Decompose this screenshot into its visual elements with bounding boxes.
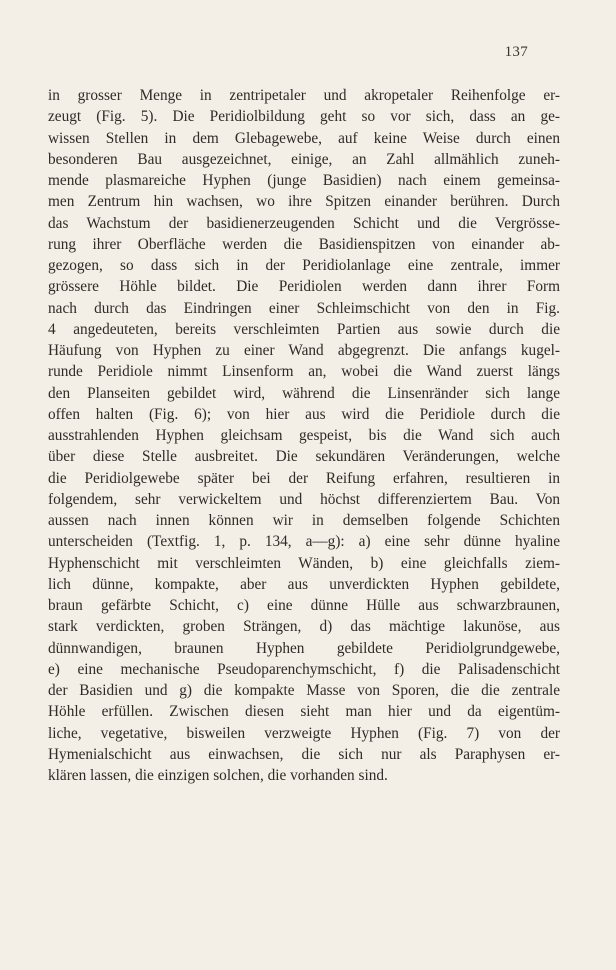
text-line: dünnwandigen, braunen Hyphen gebildete Peridiolgrundgewebe, [48, 639, 560, 657]
text-line: gezogen, so dass sich in der Peridiolanlage eine zentrale, immer [48, 257, 560, 274]
text-line: klären lassen, die einzigen solchen, die vorhanden sind. [48, 767, 388, 784]
text-line: folgendem, sehr verwickeltem und höchst differenziertem Bau. Von [48, 490, 560, 508]
text-line: mende plasmareiche Hyphen (junge Basidien) nach einem gemeinsa- [48, 172, 560, 189]
text-line: über diese Stelle ausbreitet. Die sekundären Veränderungen, welche [48, 448, 560, 466]
text-line: in grosser Menge in zentripetaler und akropetaler Reihenfolge er- [48, 87, 560, 104]
text-line: men Zentrum hin wachsen, wo ihre Spitzen einander berühren. Durch [48, 193, 560, 211]
body-paragraph [48, 85, 560, 786]
text-line: grössere Höhle bildet. Die Peridiolen werden dann ihrer Form [48, 278, 560, 296]
text-line: den Planseiten gebildet wird, während die Linsenränder sich lange [48, 384, 560, 402]
page-number: 137 [504, 44, 528, 60]
text-line: nach durch das Eindringen einer Schleimschicht von den in Fig. [48, 299, 560, 317]
text-line: zeugt (Fig. 5). Die Peridiolbildung geht so vor sich, dass an ge- [48, 108, 560, 126]
text-line: Hymenialschicht aus einwachsen, die sich nur als Paraphysen er- [48, 745, 560, 763]
text-line: 4 angedeuteten, bereits verschleimten Partien aus sowie durch die [48, 320, 560, 338]
text-line: das Wachstum der basidienerzeugenden Schicht und die Vergrösse- [48, 214, 560, 232]
text-line: liche, vegetative, bisweilen verzweigte Hyphen (Fig. 7) von der [48, 724, 560, 742]
text-line: Häufung von Hyphen zu einer Wand abgegrenzt. Die anfangs kugel- [48, 342, 560, 359]
text-line: Hyphenschicht mit verschleimten Wänden, b) eine gleichfalls ziem- [48, 554, 560, 572]
text-line: e) eine mechanische Pseudoparenchymschicht, f) die Palisadenschicht [48, 660, 560, 678]
text-line: die Peridiolgewebe später bei der Reifung erfahren, resultieren in [48, 469, 560, 487]
text-line: ausstrahlenden Hyphen gleichsam gespeist, bis die Wand sich auch [48, 427, 560, 444]
text-line: der Basidien und g) die kompakte Masse von Sporen, die die zentrale [48, 682, 560, 699]
text-line: wissen Stellen in dem Glebagewebe, auf keine Weise durch einen [48, 129, 560, 147]
text-line: besonderen Bau ausgezeichnet, einige, an Zahl allmählich zuneh- [48, 150, 560, 168]
text-line: lich dünne, kompakte, aber aus unverdickten Hyphen gebildete, [48, 575, 560, 593]
text-line: aussen nach innen können wir in demselben folgende Schichten [48, 512, 560, 529]
text-line: Höhle erfüllen. Zwischen diesen sieht man hier und da eigentüm- [48, 703, 560, 721]
text-line: runde Peridiole nimmt Linsenform an, wobei die Wand zuerst längs [48, 363, 560, 381]
text-line: unterscheiden (Textfig. 1, p. 134, a—g): a) eine sehr dünne hyaline [48, 533, 560, 551]
text-line: braun gefärbte Schicht, c) eine dünne Hülle aus schwarzbraunen, [48, 597, 560, 614]
text-line: offen halten (Fig. 6); von hier aus wird die Peridiole durch die [48, 405, 560, 423]
text-line: rung ihrer Oberfläche werden die Basidienspitzen von einander ab- [48, 235, 560, 253]
text-line: stark verdickten, groben Strängen, d) das mächtige lakunöse, aus [48, 618, 560, 636]
